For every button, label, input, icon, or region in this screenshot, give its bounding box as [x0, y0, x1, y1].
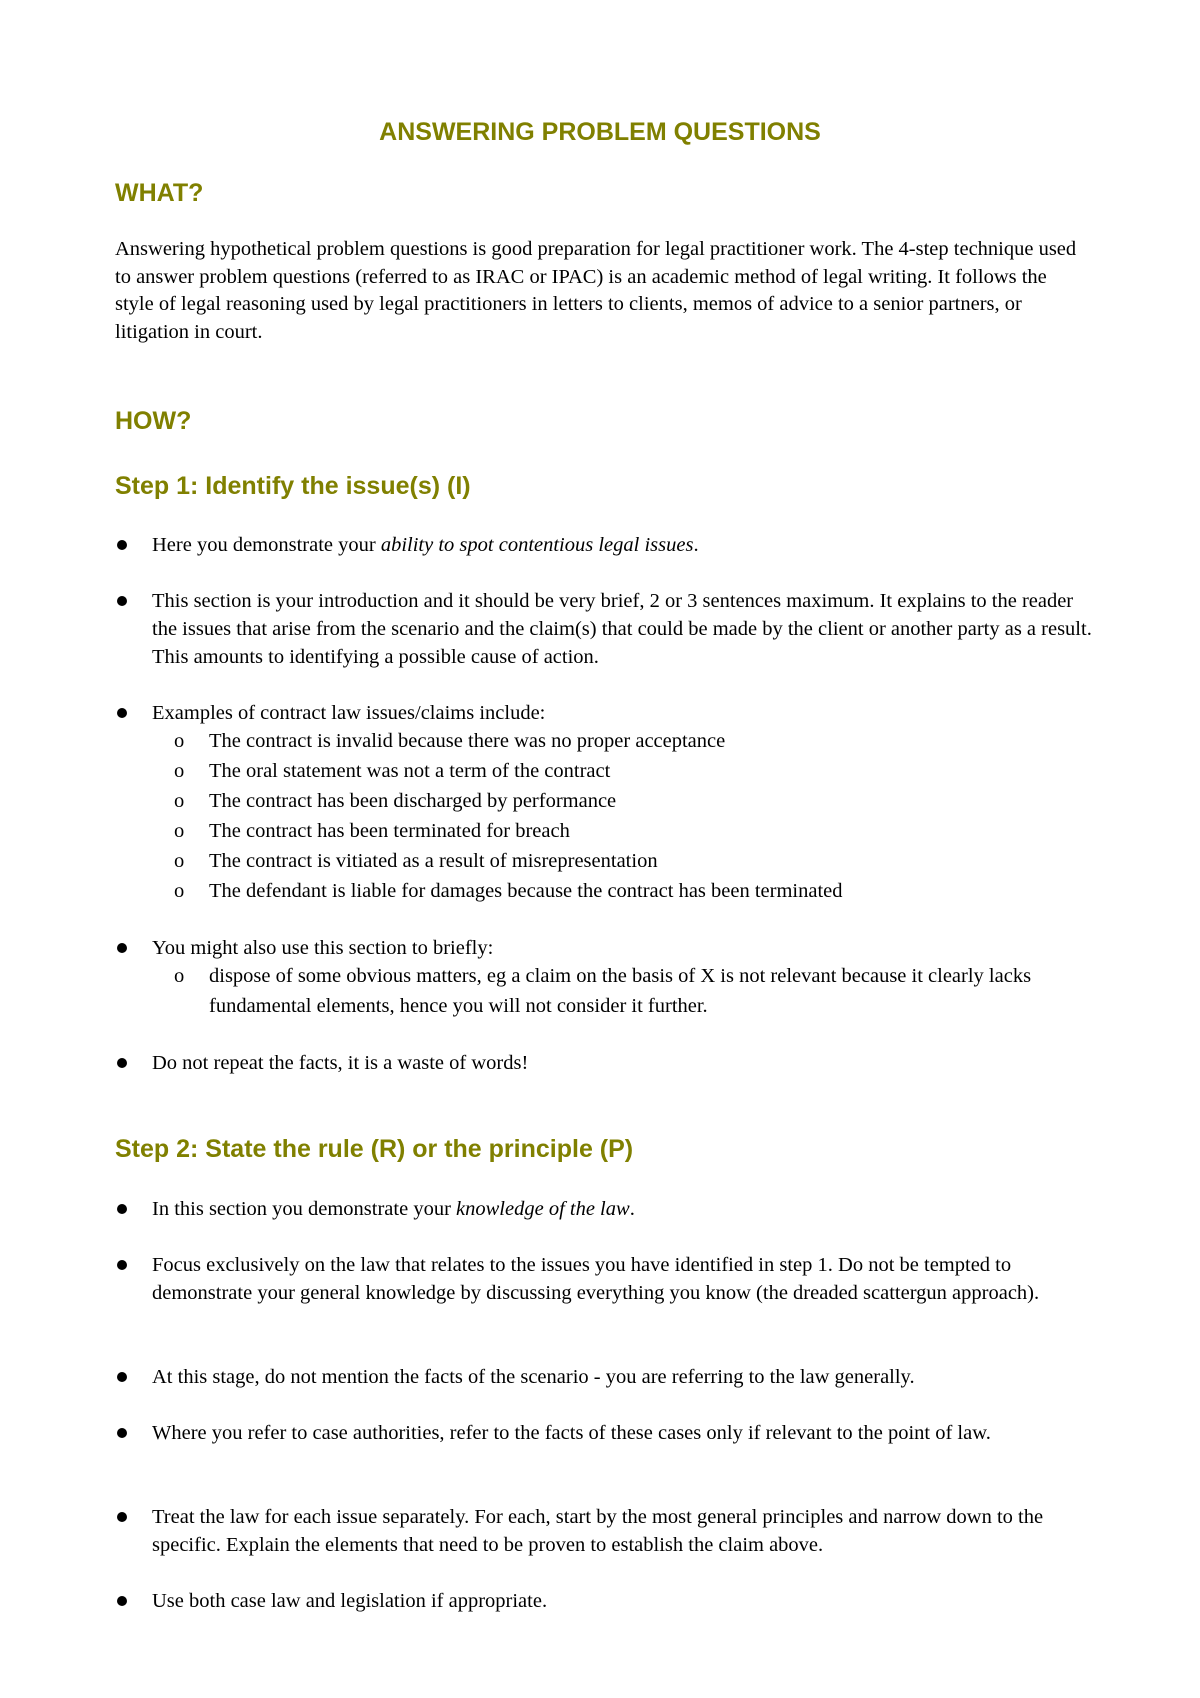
step2-bullet-1-pre: In this section you demonstrate your [152, 1198, 457, 1220]
circle-bullet-icon: o [174, 790, 185, 812]
what-heading: WHAT? [115, 179, 204, 207]
what-paragraph: Answering hypothetical problem questions is good preparation for legal practitioner work. The 4-step technique used to answer problem questions (referred to as IRAC or IPAC) is an academic method of legal writing. It follows the style of legal reasoning used by legal practitioners in letters to clients, memos of advice to a senior partners, or litigation in court. [115, 238, 1077, 343]
bullet-icon [117, 540, 127, 550]
circle-bullet-icon: o [174, 880, 185, 902]
bullet-icon [117, 708, 127, 718]
bullet-icon [117, 1512, 127, 1522]
step2-bullet-6: Use both case law and legislation if appropriate. [152, 1590, 548, 1612]
bullet-icon [117, 1058, 127, 1068]
document-title: ANSWERING PROBLEM QUESTIONS [379, 118, 821, 146]
step2-heading: Step 2: State the rule (R) or the principle (P) [115, 1135, 634, 1163]
step2-bullet-3: At this stage, do not mention the facts of the scenario - you are referring to the law generally. [152, 1366, 915, 1388]
step1-bullet-1 [152, 531, 1092, 559]
step2-bullet-5: Treat the law for each issue separately. For each, start by the most general principles and narrow down to the specific. Explain the elements that need to be proven to establish the claim above. [152, 1506, 1044, 1556]
bullet-icon [117, 1428, 127, 1438]
step1-bullet-5: Do not repeat the facts, it is a waste of words! [152, 1052, 529, 1074]
step2-bullet-1-post: . [629, 1198, 635, 1220]
step1-bullet-1-pre: Here you demonstrate your [152, 534, 381, 556]
step2-bullet-2: Focus exclusively on the law that relates to the issues you have identified in step 1. Do not be tempted to demonstrate your general knowledge by discussing everything you know (the dreaded scattergun approach). [152, 1254, 1040, 1304]
step2-bullet-1-emphasis: knowledge of the law [456, 1198, 630, 1220]
circle-bullet-icon: o [174, 760, 185, 782]
step1-bullet-2: This section is your introduction and it should be very brief, 2 or 3 sentences maximum. It explains to the reader the issues that arise from the scenario and the claim(s) that could be made by the client or another party as a result. This amounts to identifying a possible cause of action. [152, 590, 1092, 668]
step1-bullet-1-emphasis: ability to spot contentious legal issues [380, 534, 694, 556]
step1-bullet-3: Examples of contract law issues/claims include: [152, 702, 546, 724]
circle-bullet-icon: o [174, 850, 185, 872]
bullet-icon [117, 1260, 127, 1270]
circle-bullet-icon: o [174, 820, 185, 842]
circle-bullet-icon: o [174, 965, 185, 987]
bullet-icon [117, 1204, 127, 1214]
how-heading: HOW? [115, 407, 192, 435]
step1-bullet-1-post: . [693, 534, 699, 556]
bullet-icon [117, 596, 127, 606]
step1-heading: Step 1: Identify the issue(s) (I) [115, 472, 471, 500]
bullet-icon [117, 1596, 127, 1606]
step2-bullet-4: Where you refer to case authorities, refer to the facts of these cases only if relevant to the point of law. [152, 1422, 991, 1444]
step2-bullet-1 [152, 1195, 1092, 1223]
document-page: ANSWERING PROBLEM QUESTIONS WHAT? Answering hypothetical problem questions is good preparation for legal practitioner work. The 4-step technique used to answer problem questions (referred to as IRAC or IPAC) is an academic method of legal writing. It follows the style of legal reasoning used by legal practitioners in letters to clients, memos of advice to a senior partners, or litigation in court. HOW? Step 1: Identify the issue(s) (I) Here you demonstrate your ability to spot contentious legal issues. This section is your introduction and it should be very brief, 2 or 3 sentences maximum. It explains to the reader the issues that arise from the scenario and the claim(s) that could be made by the client or another party as a result. This amounts to identifying a possible cause of action. Examples of contract law issues/claims include: o The contract is invalid because there was no proper acceptance o The oral statement was not a term of the contract o The contract has been discharged by performance o The contract has been terminated for breach o The contract is vitiated as a result of misrepresentation o The defendant is liable for damages because the contract has been terminated You might also use this section to briefly: o dispose of some obvious matters, eg a claim on the basis of X is not relevant because it clearly lacks fundamental elements, hence you will not consider it further. Do not repeat the facts, it is a waste of words! Step 2: State the rule (R) or the principle (P) In this section you demonstrate your knowledge of the law. Focus exclusively on the law that relates to the issues you have identified in step 1. Do not be tempted to demonstrate your general knowledge by discussing everything you know (the dreaded scattergun approach). At this stage, do not mention the facts of the scenario - you are referring to the law generally. Where you refer to case authorities, refer to the facts of these cases only if relevant to the point of law. Treat the law for each issue separately. For each, start by the most general principles and narrow down to the specific. Explain the elements that need to be proven to establish the claim above. Use both case law and legislation if appropriate. [0, 0, 1200, 1698]
circle-bullet-icon: o [174, 730, 185, 752]
step1-bullet-4-sub: dispose of some obvious matters, eg a claim on the basis of X is not relevant because it clearly lacks fundamental elements, hence you will not consider it further. [209, 965, 1032, 1017]
bullet-icon [117, 1372, 127, 1382]
bullet-icon [117, 943, 127, 953]
step1-bullet-4: You might also use this section to briefly: [152, 937, 494, 959]
